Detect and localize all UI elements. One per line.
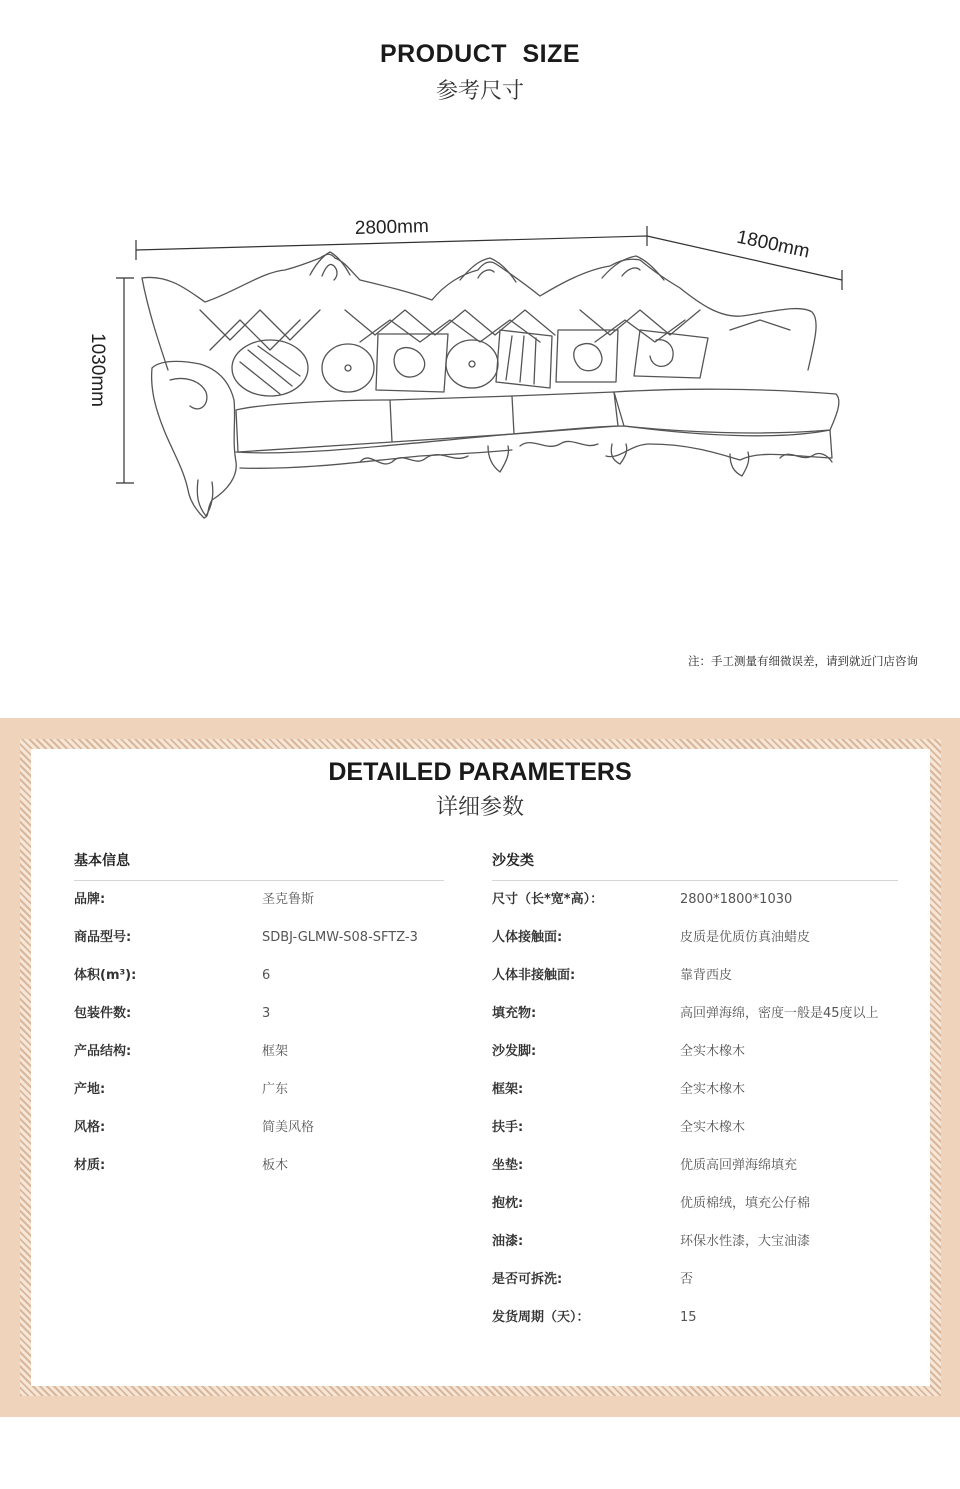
param-label: 品牌:	[74, 892, 106, 907]
param-value: 6	[262, 968, 271, 983]
param-label: 商品型号:	[74, 930, 132, 945]
sofa-params-column	[492, 850, 898, 1337]
param-label: 体积(m³):	[74, 968, 137, 983]
param-label: 产地:	[74, 1082, 106, 1097]
param-row	[492, 1033, 898, 1071]
product-size-section	[0, 0, 960, 718]
params-subtitle: 详细参数	[435, 795, 524, 820]
param-value: 皮质是优质仿真油蜡皮	[680, 930, 811, 945]
sofa-params-heading: 沙发类	[492, 850, 898, 881]
param-label: 抱枕:	[492, 1196, 524, 1211]
sofa-outline	[142, 252, 839, 518]
param-value: 优质棉绒，填充公仔棉	[680, 1196, 811, 1211]
param-row	[492, 1185, 898, 1223]
param-row	[74, 1033, 444, 1071]
measurement-note: 注：手工测量有细微误差，请到就近门店咨询	[688, 654, 918, 668]
param-label: 风格:	[74, 1120, 106, 1135]
param-label: 油漆:	[492, 1234, 524, 1249]
param-value: 全实木橡木	[680, 1044, 746, 1059]
param-value: 靠背西皮	[680, 968, 733, 983]
param-row	[74, 881, 444, 919]
param-row	[492, 1261, 898, 1299]
param-row	[74, 1071, 444, 1109]
size-subtitle: 参考尺寸	[435, 79, 524, 104]
height-label: 1030mm	[87, 333, 108, 407]
params-title: DETAILED PARAMETERS	[328, 758, 632, 786]
param-row	[492, 1299, 898, 1337]
width-label: 2800mm	[354, 215, 430, 240]
param-value: 全实木橡木	[680, 1120, 746, 1135]
param-value: 2800*1800*1030	[680, 892, 793, 907]
size-title: PRODUCT SIZE	[379, 40, 581, 68]
param-label: 扶手:	[492, 1120, 524, 1135]
param-row	[492, 881, 898, 919]
param-row	[74, 1147, 444, 1185]
basic-info-heading: 基本信息	[74, 850, 444, 881]
param-row	[492, 1071, 898, 1109]
param-label: 包装件数:	[74, 1006, 132, 1021]
param-label: 人体接触面:	[492, 930, 563, 945]
sofa-dimension-drawing	[0, 200, 960, 560]
param-row	[74, 1109, 444, 1147]
param-row	[74, 957, 444, 995]
param-row	[74, 919, 444, 957]
param-label: 材质:	[74, 1158, 106, 1173]
param-value: 优质高回弹海绵填充	[680, 1158, 798, 1173]
param-row	[492, 957, 898, 995]
param-row	[492, 1223, 898, 1261]
param-row	[74, 995, 444, 1033]
param-label: 发货周期（天）：	[492, 1310, 590, 1325]
param-value: 全实木橡木	[680, 1082, 746, 1097]
basic-info-column	[74, 850, 444, 1185]
param-label: 框架:	[492, 1082, 524, 1097]
param-label: 是否可拆洗:	[492, 1272, 563, 1287]
param-label: 坐垫:	[492, 1158, 524, 1173]
param-value: 简美风格	[262, 1120, 315, 1135]
param-label: 尺寸（长*宽*高）：	[492, 892, 604, 907]
param-label: 人体非接触面:	[492, 968, 576, 983]
param-value: SDBJ-GLMW-S08-SFTZ-3	[262, 930, 418, 945]
param-row	[492, 995, 898, 1033]
param-value: 3	[262, 1006, 271, 1021]
width-dimension	[116, 226, 842, 483]
param-value: 广东	[262, 1082, 289, 1097]
param-label: 沙发脚:	[492, 1044, 537, 1059]
param-value: 否	[680, 1272, 694, 1287]
param-label: 产品结构:	[74, 1044, 132, 1059]
depth-label: 1800mm	[734, 226, 812, 263]
param-row	[492, 1109, 898, 1147]
param-value: 框架	[262, 1044, 289, 1059]
param-value: 高回弹海绵，密度一般是45度以上	[680, 1006, 879, 1021]
bottom-spacer	[0, 1417, 960, 1489]
param-value: 圣克鲁斯	[262, 892, 315, 907]
param-row	[492, 1147, 898, 1185]
param-value: 板木	[262, 1158, 289, 1173]
param-value: 环保水性漆，大宝油漆	[680, 1234, 811, 1249]
param-value: 15	[680, 1310, 697, 1325]
param-label: 填充物:	[492, 1006, 537, 1021]
param-row	[492, 919, 898, 957]
